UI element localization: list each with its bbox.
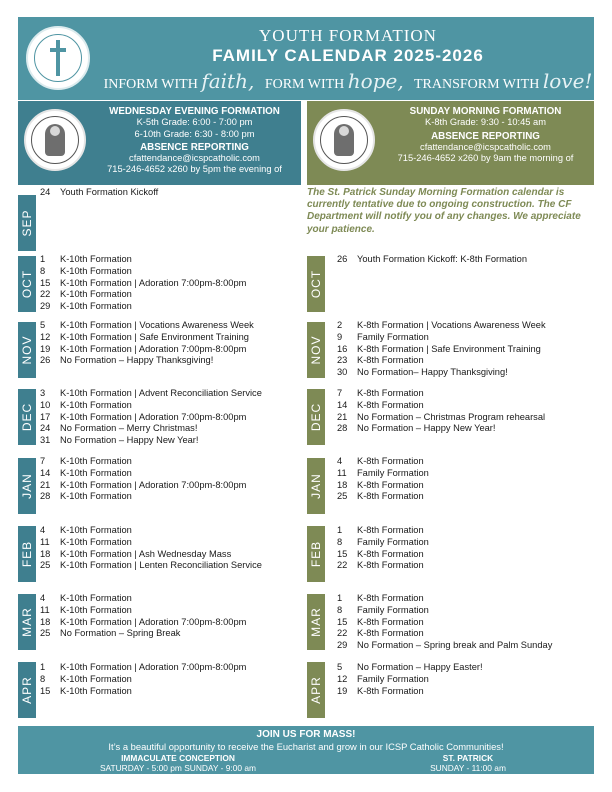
- wednesday-sep-events: [40, 187, 158, 199]
- event-row: 18 K-10th Formation | Ash Wednesday Mass: [40, 548, 232, 559]
- wednesday-oct-events: [40, 254, 246, 313]
- event-row: 15 K-8th Formation: [337, 548, 424, 559]
- event-row: 1 K-8th Formation: [337, 593, 424, 603]
- wednesday-panel-title: WEDNESDAY EVENING FORMATION: [109, 106, 280, 117]
- event-row: 21 No Formation – Christmas Program rehearsal: [337, 411, 546, 422]
- wednesday-phone: 715-246-4652 x260 by 5pm the evening of: [107, 164, 282, 175]
- sunday-apr-events: [337, 662, 483, 697]
- event-row: 11 K-10th Formation: [40, 536, 132, 547]
- immaculate-conception-seal: [24, 109, 86, 171]
- event-row: 29 No Formation – Spring break and Palm Sunday: [337, 640, 553, 651]
- month-label-oct-sunday: OCT: [307, 256, 325, 312]
- event-row: 14 K-10th Formation: [40, 467, 132, 478]
- event-row: 5 K-10th Formation | Vocations Awareness Week: [40, 320, 254, 330]
- event-row: 22 K-8th Formation: [337, 560, 424, 571]
- event-row: 8 Family Formation: [337, 536, 429, 547]
- sunday-panel-line1: K-8th Grade: 9:30 - 10:45 am: [425, 117, 546, 128]
- sunday-dec-events: [337, 388, 545, 435]
- event-row: 22 K-10th Formation: [40, 289, 132, 300]
- event-row: 15 K-8th Formation: [337, 616, 424, 627]
- month-label-feb: FEB: [18, 526, 36, 582]
- event-row: 25 K-8th Formation: [337, 491, 424, 502]
- event-row: 24 No Formation – Merry Christmas!: [40, 423, 198, 434]
- event-row: 4 K-10th Formation: [40, 593, 132, 603]
- sunday-phone: 715-246-4652 x260 by 9am the morning of: [397, 153, 574, 164]
- tagline: INFORM WITH faith, FORM WITH hope, TRANSFORM WITH love!: [103, 69, 593, 93]
- event-row: 18 K-8th Formation: [337, 479, 424, 490]
- footer-st-patrick: ST. PATRICK SUNDAY - 11:00 am: [430, 753, 506, 773]
- event-row: 4 K-10th Formation: [40, 525, 132, 535]
- sunday-jan-events: [337, 456, 429, 503]
- wednesday-info-panel: [18, 101, 301, 185]
- event-row: 16 K-8th Formation | Safe Environment Training: [337, 343, 541, 354]
- event-row: 1 K-10th Formation | Adoration 7:00pm-8:00pm: [40, 662, 247, 672]
- wednesday-nov-events: [40, 320, 254, 367]
- event-row: 7 K-10th Formation: [40, 456, 132, 466]
- wednesday-panel-line1: K-5th Grade: 6:00 - 7:00 pm: [136, 117, 253, 128]
- wednesday-mar-events: [40, 593, 246, 640]
- event-row: 24 Youth Formation Kickoff: [40, 187, 159, 197]
- event-row: 5 No Formation – Happy Easter!: [337, 662, 483, 672]
- event-row: 30 No Formation– Happy Thanksgiving!: [337, 367, 508, 378]
- event-row: 2 K-8th Formation | Vocations Awareness Week: [337, 320, 546, 330]
- month-label-mar-sunday: MAR: [307, 594, 325, 650]
- event-row: 17 K-10th Formation | Adoration 7:00pm-8:00pm: [40, 411, 247, 422]
- wednesday-jan-events: [40, 456, 246, 503]
- sunday-mar-events: [337, 593, 552, 652]
- sunday-email[interactable]: cfattendance@icspcatholic.com: [420, 141, 551, 152]
- header-title: YOUTH FORMATION: [259, 26, 437, 45]
- event-row: 31 No Formation – Happy New Year!: [40, 435, 199, 446]
- footer-subtitle: It’s a beautiful opportunity to receive the Eucharist and grow in our ICSP Catholic Communities!: [108, 741, 504, 752]
- month-label-jan-sunday: JAN: [307, 458, 325, 514]
- wednesday-panel-line2: 6-10th Grade: 6:30 - 8:00 pm: [134, 128, 255, 139]
- month-label-oct: OCT: [18, 256, 36, 312]
- month-label-mar: MAR: [18, 594, 36, 650]
- youth-formation-logo: [26, 26, 90, 90]
- month-label-feb-sunday: FEB: [307, 526, 325, 582]
- event-row: 4 K-8th Formation: [337, 456, 424, 466]
- event-row: 12 K-10th Formation | Safe Environment Training: [40, 331, 249, 342]
- st-patrick-seal: [313, 109, 375, 171]
- event-row: 19 K-10th Formation | Adoration 7:00pm-8:00pm: [40, 343, 247, 354]
- event-row: 3 K-10th Formation | Advent Reconciliation Service: [40, 388, 262, 398]
- month-label-nov-sunday: NOV: [307, 322, 325, 378]
- event-row: 28 No Formation – Happy New Year!: [337, 423, 496, 434]
- header-subtitle: FAMILY CALENDAR 2025-2026: [212, 46, 484, 65]
- event-row: 15 K-10th Formation: [40, 685, 132, 696]
- mass-footer: [18, 726, 594, 774]
- event-row: 25 K-10th Formation | Lenten Reconciliation Service: [40, 560, 262, 571]
- month-label-apr: APR: [18, 662, 36, 718]
- footer-immaculate-conception: IMMACULATE CONCEPTION SATURDAY - 5:00 pm SUNDAY - 9:00 am: [99, 753, 257, 773]
- sunday-panel-title: SUNDAY MORNING FORMATION: [409, 106, 562, 117]
- event-row: 26 No Formation – Happy Thanksgiving!: [40, 355, 214, 366]
- event-row: 15 K-10th Formation | Adoration 7:00pm-8:00pm: [40, 277, 247, 288]
- month-label-dec-sunday: DEC: [307, 389, 325, 445]
- event-row: 1 K-8th Formation: [337, 525, 424, 535]
- sunday-feb-events: [337, 525, 429, 572]
- event-row: 21 K-10th Formation | Adoration 7:00pm-8:00pm: [40, 479, 247, 490]
- month-label-jan: JAN: [18, 458, 36, 514]
- event-row: 14 K-8th Formation: [337, 399, 424, 410]
- sunday-oct-events: [337, 254, 527, 266]
- construction-notice: The St. Patrick Sunday Morning Formation calendar is currently tentative due to ongoing construction. The CF Department will notify you of any changes. We appreciate your patience.: [307, 187, 581, 235]
- footer-title: JOIN US FOR MASS!: [256, 729, 356, 740]
- sunday-nov-events: [337, 320, 546, 379]
- event-row: 7 K-8th Formation: [337, 388, 424, 398]
- wednesday-feb-events: [40, 525, 262, 572]
- cross-icon: [50, 40, 66, 76]
- event-row: 8 Family Formation: [337, 604, 429, 615]
- event-row: 11 Family Formation: [337, 467, 429, 478]
- event-row: 26 Youth Formation Kickoff: K-8th Formation: [337, 254, 528, 264]
- sunday-absence-title: ABSENCE REPORTING: [431, 130, 540, 142]
- wednesday-email[interactable]: cfattendance@icspcatholic.com: [129, 153, 260, 164]
- wednesday-absence-title: ABSENCE REPORTING: [140, 141, 249, 153]
- wednesday-dec-events: [40, 388, 262, 447]
- event-row: 12 Family Formation: [337, 673, 429, 684]
- event-row: 10 K-10th Formation: [40, 399, 132, 410]
- event-row: 8 K-10th Formation: [40, 265, 132, 276]
- month-label-apr-sunday: APR: [307, 662, 325, 718]
- event-row: 11 K-10th Formation: [40, 604, 132, 615]
- event-row: 1 K-10th Formation: [40, 254, 132, 264]
- event-row: 9 Family Formation: [337, 331, 429, 342]
- event-row: 25 No Formation – Spring Break: [40, 628, 181, 639]
- event-row: 8 K-10th Formation: [40, 673, 132, 684]
- event-row: 22 K-8th Formation: [337, 628, 424, 639]
- event-row: 23 K-8th Formation: [337, 355, 424, 366]
- month-label-nov: NOV: [18, 322, 36, 378]
- event-row: 28 K-10th Formation: [40, 491, 132, 502]
- month-label-sep: SEP: [18, 195, 36, 251]
- wednesday-apr-events: [40, 662, 246, 697]
- header-banner: [18, 17, 594, 100]
- event-row: 29 K-10th Formation: [40, 301, 132, 312]
- event-row: 18 K-10th Formation | Adoration 7:00pm-8:00pm: [40, 616, 247, 627]
- sunday-info-panel: [307, 101, 594, 185]
- event-row: 19 K-8th Formation: [337, 685, 424, 696]
- month-label-dec: DEC: [18, 389, 36, 445]
